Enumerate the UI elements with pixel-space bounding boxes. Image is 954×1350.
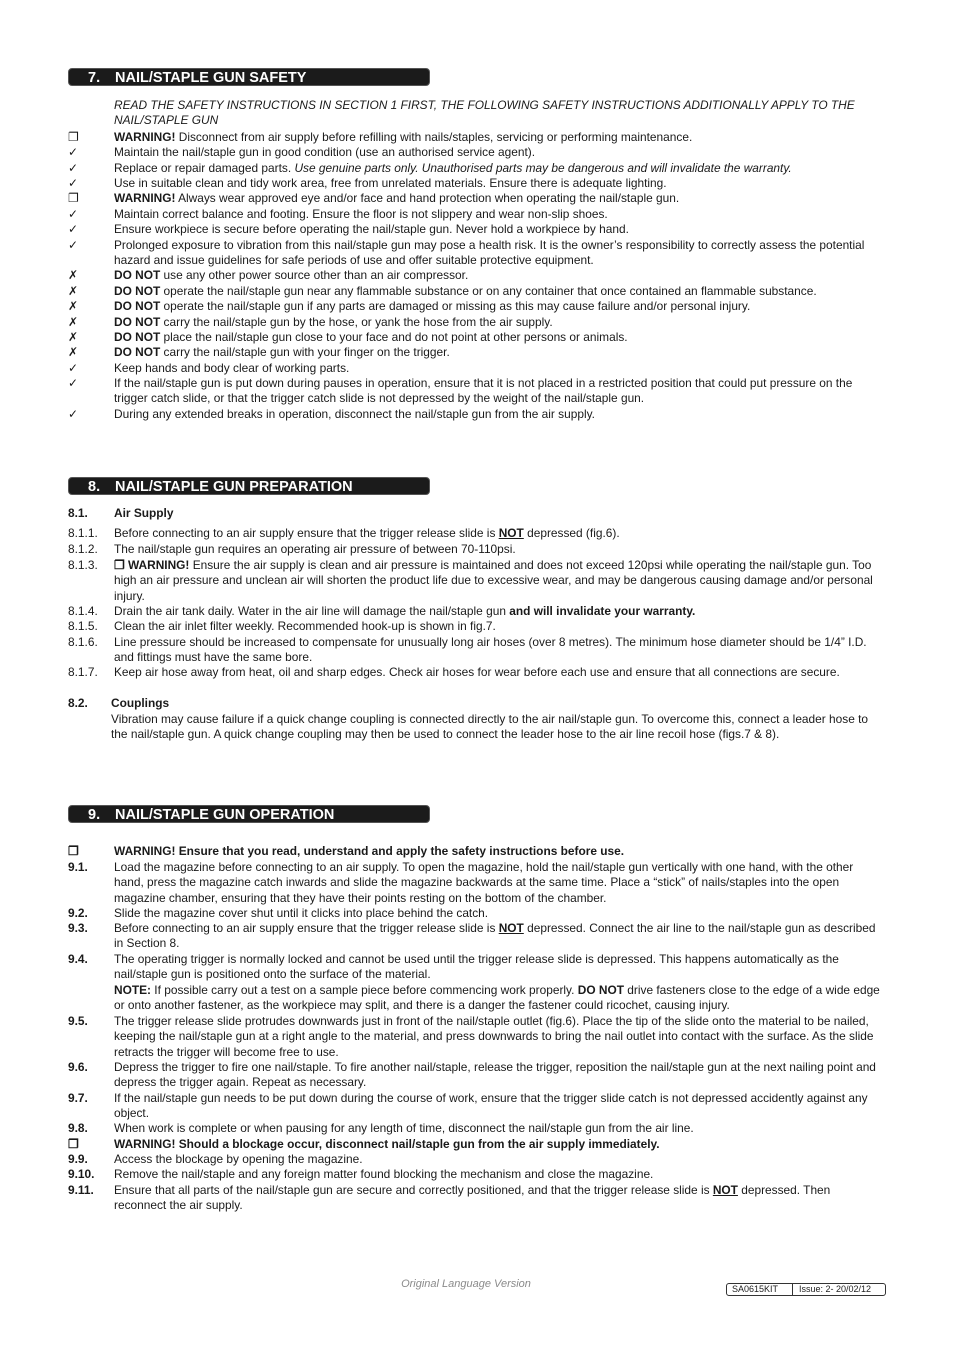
item-marker: ✗ <box>68 299 78 313</box>
section-number: 7. <box>88 70 101 86</box>
footer-issue: Issue: 2- 20/02/12 <box>799 1284 872 1294</box>
subsection-8-2-heading: 8.2. Couplings <box>68 696 170 710</box>
item-marker: ✓ <box>68 161 78 175</box>
list-item <box>68 330 884 345</box>
section-7-heading <box>68 68 430 86</box>
item-marker: 9.5. <box>68 1014 88 1028</box>
item-marker: ❐ <box>68 844 79 858</box>
item-text: operate the nail/staple gun if any parts are damaged or missing as this may cause failure and/or personal injury. <box>160 299 751 313</box>
list-item <box>68 238 884 269</box>
item-marker: ✓ <box>68 145 78 159</box>
list-item <box>68 906 884 921</box>
item-marker: ✓ <box>68 361 78 375</box>
item-marker: 9.1. <box>68 860 88 874</box>
list-item <box>68 145 884 160</box>
item-text: When work is complete or when pausing for any length of time, disconnect the nail/staple gun from the air line. <box>114 1121 694 1135</box>
item-marker: 8.1.2. <box>68 542 98 556</box>
item-text: Prolonged exposure to vibration from this nail/staple gun may pose a health risk. It is the owner’s responsibility to correctly assess the potential hazard and issue guidelines for safe periods of use and offer suitable protective equipment. <box>114 238 865 268</box>
item-text: Ensure the air supply is clean and air pressure is maintained and does not exceed 120psi while operating the nail/staple gun. Too high an air pressure and unclean air will shorten the product life due to excessive wear, and may be dangerous causing damage and/or personal injury. <box>114 558 873 603</box>
item-text: depressed (fig.6). <box>523 526 620 540</box>
item-text: operate the nail/staple gun near any flammable substance or on any container that once contained an flammable substance. <box>160 284 817 298</box>
list-item <box>68 542 884 557</box>
item-text: Ensure workpiece is secure before operating the nail/staple gun. Never hold a workpiece by hand. <box>114 222 629 236</box>
list-item <box>68 284 884 299</box>
item-marker: ✗ <box>68 345 78 359</box>
list-item <box>68 558 884 604</box>
item-text: Before connecting to an air supply ensure that the trigger release slide is <box>114 526 499 540</box>
list-item <box>68 1183 884 1214</box>
list-item <box>68 1091 884 1122</box>
item-text: The operating trigger is normally locked and cannot be used until the trigger release slide is depressed. This happens automatically as the nail/staple gun is positioned onto the surface of the material. <box>114 952 839 982</box>
bold-text: DO NOT <box>114 268 161 282</box>
subsection-8-2-text: Vibration may cause failure if a quick change coupling is connected directly to the air nail/staple gun. To overcome this, connect a leader hose to the nail/staple gun. A quick change coupling may then be used to connect the leader hose to the air line recoil hose (figs.7 & 8). <box>111 712 869 742</box>
list-item <box>68 361 884 376</box>
item-text: Drain the air tank daily. Water in the air line will damage the nail/staple gun <box>114 604 510 618</box>
list-item <box>68 1121 884 1136</box>
item-text: Always wear approved eye and/or face and hand protection when operating the nail/staple gun. <box>175 191 680 205</box>
item-text: If possible carry out a test on a sample piece before commencing work properly. <box>151 983 578 997</box>
underlined-text: NOT <box>498 921 524 935</box>
item-marker: ✓ <box>68 176 78 190</box>
item-marker: ✓ <box>68 238 78 252</box>
list-item <box>68 526 884 541</box>
item-marker: 8.1.5. <box>68 619 98 633</box>
item-text: carry the nail/staple gun with your finger on the trigger. <box>160 345 450 359</box>
list-item <box>68 161 884 176</box>
section-9-heading <box>68 805 430 823</box>
item-text: If the nail/staple gun is put down during pauses in operation, ensure that it is not placed in a restricted position that could put pressure on the trigger catch slide, or that the trigger catch slide is not depressed by the weight of the nail/staple gun. <box>114 376 853 406</box>
list-item <box>68 604 884 619</box>
item-text: If the nail/staple gun needs to be put down during the course of work, ensure that the trigger slide catch is not depressed accidently against any object. <box>114 1091 868 1121</box>
list-item <box>68 176 884 191</box>
item-marker: ✗ <box>68 284 78 298</box>
item-marker: ✗ <box>68 330 78 344</box>
item-text: Slide the magazine cover shut until it clicks into place behind the catch. <box>114 906 489 920</box>
item-marker: ✗ <box>68 268 78 282</box>
list-item <box>68 844 884 859</box>
bold-text: DO NOT <box>114 284 161 298</box>
list-item <box>68 635 884 666</box>
item-marker: 9.6. <box>68 1060 88 1074</box>
list-item <box>68 1137 884 1152</box>
item-marker: 8.1.6. <box>68 635 98 649</box>
list-item <box>68 1152 884 1167</box>
list-item <box>68 1167 884 1182</box>
bold-text: NOTE: <box>114 983 151 997</box>
item-text: Use in suitable clean and tidy work area, free from unrelated materials. Ensure there is adequate lighting. <box>114 176 667 190</box>
item-text: drive fasteners close to the edge of a wide edge or onto another fastener, as the workpiece may split, and there is a danger the fastener could ricochet, causing injury. <box>114 983 880 1013</box>
item-marker: 8.1.1. <box>68 526 98 540</box>
item-marker: 9.2. <box>68 906 88 920</box>
bold-text: DO NOT <box>114 299 161 313</box>
list-item <box>68 619 884 634</box>
item-text: Disconnect from air supply before refilling with nails/staples, servicing or performing maintenance. <box>175 130 693 144</box>
bold-text: DO NOT <box>114 330 161 344</box>
item-marker: ✓ <box>68 376 78 390</box>
item-text: Maintain correct balance and footing. Ensure the floor is not slippery and wear non-slip shoes. <box>114 207 608 221</box>
list-item <box>68 665 884 680</box>
item-marker: 9.9. <box>68 1152 88 1166</box>
subsection-8-1-heading: 8.1. Air Supply <box>68 506 174 520</box>
item-text: place the nail/staple gun close to your face and do not point at other persons or animals. <box>160 330 628 344</box>
item-marker: ❐ <box>68 1137 79 1151</box>
list-item <box>68 952 884 983</box>
list-item <box>68 299 884 314</box>
footer-divider <box>792 1284 793 1295</box>
item-text: carry the nail/staple gun by the hose, or yank the hose from the air supply. <box>160 315 553 329</box>
list-item <box>68 130 884 145</box>
item-marker: 9.4. <box>68 952 88 966</box>
item-marker: 9.11. <box>68 1183 94 1197</box>
list-item <box>68 207 884 222</box>
item-marker: ❐ <box>68 191 79 205</box>
item-text: depressed. Connect the air line to the nail/staple gun as described in Section 8. <box>114 921 876 951</box>
section-7-intro: READ THE SAFETY INSTRUCTIONS IN SECTION 1 FIRST, THE FOLLOWING SAFETY INSTRUCTIONS ADDITIONALLY APPLY TO THE NAIL/STAPLE GUN <box>114 98 855 128</box>
bold-text: and will invalidate your warranty. <box>509 604 696 618</box>
bold-text: WARNING! Should a blockage occur, disconnect nail/staple gun from the air supply immediately. <box>114 1137 660 1151</box>
section-number: 8. <box>88 479 101 495</box>
item-text: Remove the nail/staple and any foreign matter found blocking the mechanism and close the magazine. <box>114 1167 654 1181</box>
list-item <box>68 983 884 1014</box>
item-text: Ensure that all parts of the nail/staple gun are secure and correctly positioned, and that the trigger release slide is <box>114 1183 713 1197</box>
item-marker: 9.7. <box>68 1091 88 1105</box>
bold-text: DO NOT <box>114 345 161 359</box>
item-marker: ✗ <box>68 315 78 329</box>
section-title: NAIL/STAPLE GUN PREPARATION <box>115 479 353 495</box>
item-text: Line pressure should be increased to compensate for unusually long air hoses (over 8 metres). The minimum hose diameter should be 1/4” I.D. and fittings must have the same bore. <box>114 635 867 665</box>
list-item <box>68 1014 884 1060</box>
item-text: Access the blockage by opening the magazine. <box>114 1152 363 1166</box>
list-item <box>68 860 884 906</box>
bold-text: DO NOT <box>114 315 161 329</box>
item-text: Maintain the nail/staple gun in good condition (use an authorised service agent). <box>114 145 536 159</box>
footer-code: SA0615KIT <box>732 1284 779 1294</box>
list-item <box>68 376 884 407</box>
list-item <box>68 268 884 283</box>
section-title: NAIL/STAPLE GUN OPERATION <box>115 807 335 823</box>
list-item <box>68 345 884 360</box>
list-item <box>68 222 884 237</box>
item-text: The trigger release slide protrudes downwards just in front of the nail/staple outlet (fig.6). Place the tip of the slide onto the material to be nailed, keeping the nail/staple gun at a right angle to the material, and press downwards to bring the nail outlet into contact with the surface. As the slide retracts the trigger will become free to use. <box>114 1014 874 1059</box>
underlined-text: NOT <box>712 1183 738 1197</box>
bold-text: WARNING! Ensure that you read, understand and apply the safety instructions before use. <box>114 844 625 858</box>
item-text: Depress the trigger to fire one nail/staple. To fire another nail/staple, release the trigger, reposition the nail/staple gun at the next nailing point and depress the trigger again. Repeat as necessary. <box>114 1060 876 1090</box>
list-item <box>68 407 884 422</box>
section-number: 9. <box>88 807 101 823</box>
section-8-heading <box>68 477 430 495</box>
item-marker: 9.8. <box>68 1121 88 1135</box>
item-marker: ✓ <box>68 407 78 421</box>
bold-text: ❐ WARNING! <box>114 558 190 572</box>
bold-text: WARNING! <box>114 191 176 205</box>
list-item <box>68 921 884 952</box>
item-text: During any extended breaks in operation, disconnect the nail/staple gun from the air supply. <box>114 407 595 421</box>
item-marker: 8.1.3. <box>68 558 98 572</box>
list-item <box>68 1060 884 1091</box>
item-text: Replace or repair damaged parts. <box>114 161 295 175</box>
footer-issue-box <box>726 1283 886 1296</box>
bold-text: WARNING! <box>114 130 176 144</box>
list-item <box>68 315 884 330</box>
italic-text: Use genuine parts only. Unauthorised parts may be dangerous and will invalidate the warranty. <box>294 161 792 175</box>
item-text: Keep hands and body clear of working parts. <box>114 361 350 375</box>
item-marker: 8.1.4. <box>68 604 98 618</box>
item-marker: ✓ <box>68 207 78 221</box>
item-marker: ❐ <box>68 130 79 144</box>
footer-language-note: Original Language Version <box>401 1278 531 1290</box>
item-text: use any other power source other than an air compressor. <box>160 268 469 282</box>
item-marker: 8.1.7. <box>68 665 98 679</box>
bold-text: DO NOT <box>577 983 624 997</box>
underlined-text: NOT <box>498 526 524 540</box>
item-text: Keep air hose away from heat, oil and sharp edges. Check air hoses for wear before each use and ensure that all connections are secure. <box>114 665 840 679</box>
item-text: depressed. Then reconnect the air supply. <box>114 1183 831 1213</box>
item-marker: 9.10. <box>68 1167 95 1181</box>
item-text: The nail/staple gun requires an operating air pressure of between 70-110psi. <box>114 542 516 556</box>
item-marker: 9.3. <box>68 921 88 935</box>
item-text: Clean the air inlet filter weekly. Recommended hook-up is shown in fig.7. <box>114 619 496 633</box>
list-item <box>68 191 884 206</box>
item-text: Before connecting to an air supply ensure that the trigger release slide is <box>114 921 499 935</box>
section-title: NAIL/STAPLE GUN SAFETY <box>115 70 307 86</box>
item-marker: ✓ <box>68 222 78 236</box>
item-text: Load the magazine before connecting to an air supply. To open the magazine, hold the nail/staple gun vertically with one hand, with the other hand, press the magazine catch inwards and slide the magazine backwards at the same time. Place a “stick” of nails/staples into the open magazine chamber, ensuring that they have their points resting on the bottom of the chamber. <box>114 860 854 905</box>
